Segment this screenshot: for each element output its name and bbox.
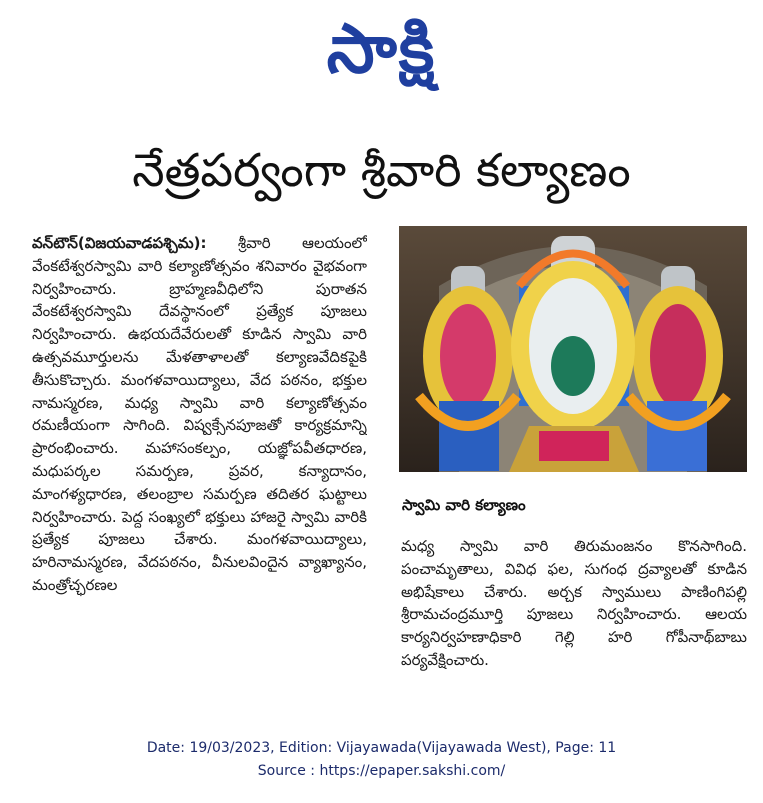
- article-body-right: [401, 535, 747, 695]
- article-photo: [399, 226, 747, 472]
- article-headline: నేత్రపర్వంగా శ్రీవారి కల్యాణం: [132, 143, 631, 197]
- footer-date-line: Date: 19/03/2023, Edition: Vijayawada(Vijayawada West), Page: 11: [146, 740, 617, 756]
- deity-idols-photo: [399, 226, 747, 472]
- article-body-right-text: మధ్య స్వామి వారి తిరుమంజనం కొనసాగింది. పంచామృతాలు, వివిధ ఫల, సుగంధ ద్రవ్యాలతో కూడిన అభిషేకాలు చేశారు. అర్చక స్వాములు పాణింగిపల్లి శ్రీరామచంద్రమూర్తి పూజలు నిర్వహించారు. ఆలయ కార్యనిర్వహణాధికారి గెల్లి హరి గోపీనాథ్‌బాబు పర్యవేక్షించారు.: [401, 537, 747, 669]
- article-dateline: వన్‌టౌన్‌(విజయవాడపశ్చిమ):: [32, 234, 207, 252]
- masthead-logo: సాక్షి: [326, 10, 437, 89]
- article-body-left: [32, 232, 367, 702]
- article-body-left-text: శ్రీవారి ఆలయంలో వేంకటేశ్వరస్వామి వారి కల్యాణోత్సవం శనివారం వైభవంగా నిర్వహించారు. బ్రాహ్మణవీధిలోని పురాతన వేంకటేశ్వరస్వామి దేవస్థానంలో ప్రత్యేక పూజలు నిర్వహించారు. ఉభయదేవేరులతో కూడిన స్వామి వారి ఉత్సవమూర్తులను మేళతాళాలతో కల్యాణవేదికపైకి తీసుకొచ్చారు. మంగళవాయిద్యాలు, వేద పఠనం, భక్తుల నామస్మరణ, మధ్య స్వామి వారి కల్యాణోత్సవం రమణీయంగా సాగింది. విష్వక్సేనపూజతో కార్యక్రమాన్ని ప్రారంభించారు. మహాసంకల్పం, యజ్ఞోపవీతధారణ, మధుపర్కల సమర్పణ, ప్రవర, కన్యాదానం, మాంగళ్యధారణ, తలంబ్రాల సమర్పణ తదితర ఘట్టాలు నిర్వహించారు. పెద్ద సంఖ్యలో భక్తులు హాజరై స్వామి వారికి ప్రత్యేక పూజలు చేశారు. మంగళవాయిద్యాలు, హరినామస్మరణ, వేదపఠనం, వీనులవిందైన వ్యాఖ్యానం, మంత్రోచ్ఛరణల: [32, 234, 367, 594]
- footer-source-line: Source : https://epaper.sakshi.com/: [257, 763, 506, 779]
- photo-caption: స్వామి వారి కల్యాణం: [402, 496, 526, 514]
